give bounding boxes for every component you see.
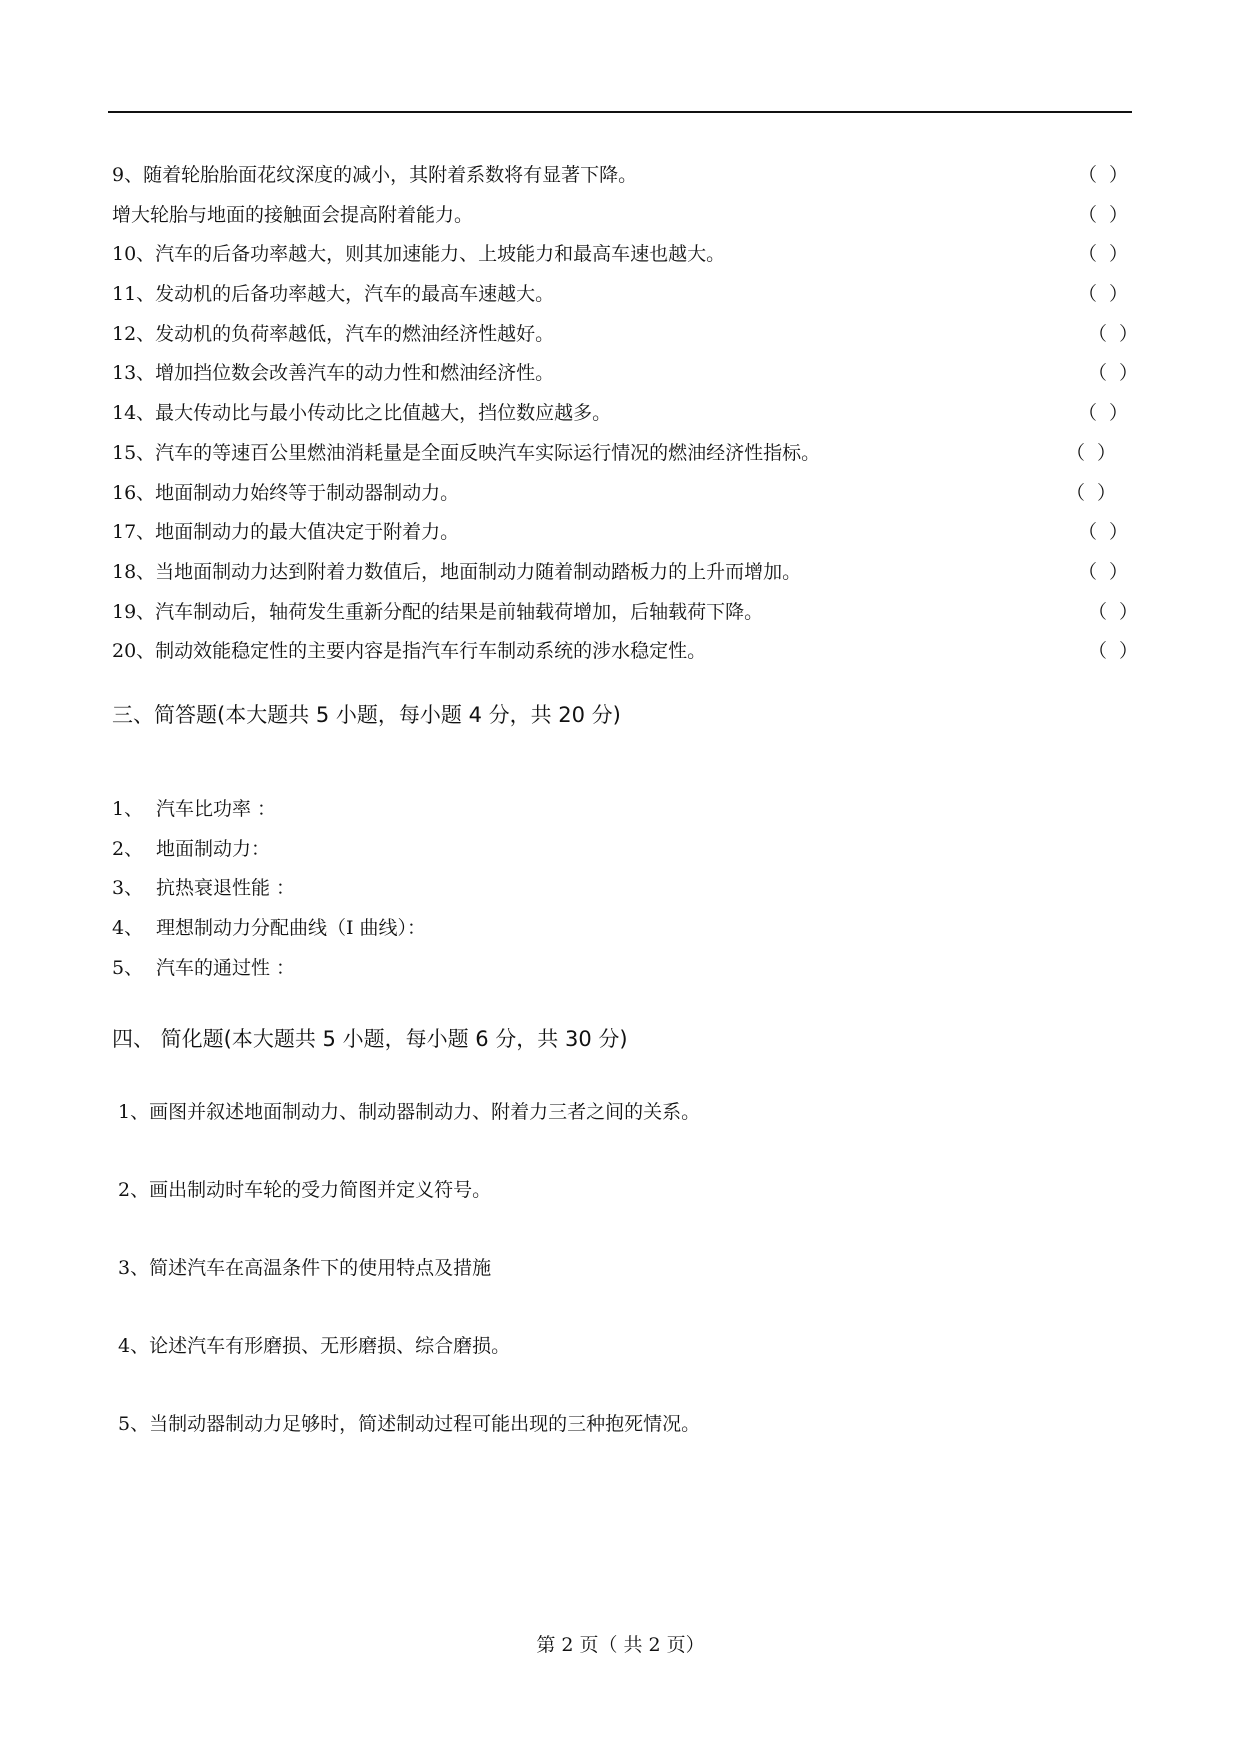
answer-parentheses[interactable] bbox=[1078, 279, 1128, 309]
list-item bbox=[112, 557, 1152, 597]
paren-left: （ bbox=[1078, 164, 1098, 186]
answer-parentheses[interactable] bbox=[1088, 597, 1138, 627]
question-text: 增大轮胎与地面的接触面会提高附着能力。 bbox=[112, 203, 474, 226]
header-rule bbox=[108, 111, 1132, 113]
item-text: 理想制动力分配曲线（I 曲线）： bbox=[156, 917, 427, 940]
paren-right: ） bbox=[1108, 402, 1128, 425]
question-text: 20、制动效能稳定性的主要内容是指汽车行车制动系统的涉水稳定性。 bbox=[112, 640, 707, 663]
paren-right: ） bbox=[1108, 203, 1128, 226]
paren-left: （ bbox=[1078, 203, 1098, 226]
paren-left: （ bbox=[1088, 600, 1108, 623]
list-item bbox=[112, 279, 1152, 319]
paren-right: ） bbox=[1118, 322, 1138, 345]
paren-left: （ bbox=[1088, 640, 1108, 663]
paren-right: ） bbox=[1096, 481, 1116, 504]
item-text: 地面制动力： bbox=[156, 837, 271, 860]
question-text: 12、发动机的负荷率越低，汽车的燃油经济性越好。 bbox=[112, 322, 555, 345]
question-text: 18、当地面制动力达到附着力数值后，地面制动力随着制动踏板力的上升而增加。 bbox=[112, 560, 802, 583]
question-text: 16、地面制动力始终等于制动器制动力。 bbox=[112, 481, 460, 504]
paren-right: ） bbox=[1108, 283, 1128, 306]
question-text: 9、随着轮胎胎面花纹深度的减小，其附着系数将有显著下降。 bbox=[112, 164, 638, 186]
question-text: 11、发动机的后备功率越大，汽车的最高车速越大。 bbox=[112, 283, 555, 306]
list-item bbox=[112, 398, 1152, 438]
list-item bbox=[112, 636, 1152, 676]
list-item bbox=[112, 160, 1152, 200]
list-item bbox=[112, 200, 1152, 240]
answer-parentheses[interactable] bbox=[1066, 478, 1116, 508]
answer-parentheses[interactable] bbox=[1078, 398, 1128, 428]
list-item bbox=[112, 478, 1152, 518]
paren-left: （ bbox=[1078, 560, 1098, 583]
list-item: 1、画图并叙述地面制动力、制动器制动力、附着力三者之间的关系。 bbox=[118, 1101, 701, 1123]
question-text: 13、增加挡位数会改善汽车的动力性和燃油经济性。 bbox=[112, 362, 555, 385]
paren-left: （ bbox=[1088, 362, 1108, 385]
paren-left: （ bbox=[1078, 402, 1098, 425]
list-item bbox=[112, 597, 1152, 637]
question-text: 10、汽车的后备功率越大，则其加速能力、上坡能力和最高车速也越大。 bbox=[112, 243, 726, 266]
section-heading-short-answer: 三、简答题(本大题共 5 小题，每小题 4 分，共 20 分) bbox=[112, 703, 621, 727]
paren-right: ） bbox=[1108, 521, 1128, 544]
paren-left: （ bbox=[1078, 243, 1098, 266]
answer-parentheses[interactable] bbox=[1078, 160, 1128, 190]
answer-parentheses[interactable] bbox=[1066, 438, 1116, 468]
true-false-list bbox=[112, 160, 1152, 676]
answer-parentheses[interactable] bbox=[1088, 636, 1138, 666]
answer-parentheses[interactable] bbox=[1078, 200, 1128, 230]
paren-left: （ bbox=[1066, 481, 1086, 504]
item-number: 1、 bbox=[112, 798, 144, 820]
answer-parentheses[interactable] bbox=[1088, 358, 1138, 388]
paren-left: （ bbox=[1078, 521, 1098, 544]
item-text: 汽车比功率 ： bbox=[156, 798, 277, 820]
list-item bbox=[112, 239, 1152, 279]
paren-left: （ bbox=[1088, 322, 1108, 345]
item-number: 2、 bbox=[112, 837, 144, 860]
paren-right: ） bbox=[1096, 441, 1116, 464]
list-item: 4、论述汽车有形磨损、无形磨损、综合磨损。 bbox=[118, 1335, 511, 1357]
paren-right: ） bbox=[1118, 362, 1138, 385]
list-item: 5、当制动器制动力足够时，简述制动过程可能出现的三种抱死情况。 bbox=[118, 1413, 701, 1435]
paren-left: （ bbox=[1078, 283, 1098, 306]
paren-right: ） bbox=[1118, 600, 1138, 623]
section-heading-essay: 四、 简化题(本大题共 5 小题，每小题 6 分，共 30 分) bbox=[112, 1027, 628, 1051]
item-number: 5、 bbox=[112, 956, 144, 979]
list-item bbox=[112, 438, 1152, 478]
list-item bbox=[112, 517, 1152, 557]
paren-right: ） bbox=[1108, 164, 1128, 186]
paren-right: ） bbox=[1108, 560, 1128, 583]
item-text: 汽车的通过性 ： bbox=[156, 956, 296, 979]
list-item: 2、画出制动时车轮的受力简图并定义符号。 bbox=[118, 1179, 492, 1201]
list-item bbox=[112, 319, 1152, 359]
answer-parentheses[interactable] bbox=[1078, 517, 1128, 547]
question-text: 15、汽车的等速百公里燃油消耗量是全面反映汽车实际运行情况的燃油经济性指标。 bbox=[112, 441, 821, 464]
paren-left: （ bbox=[1066, 441, 1086, 464]
answer-parentheses[interactable] bbox=[1088, 319, 1138, 349]
question-text: 17、地面制动力的最大值决定于附着力。 bbox=[112, 521, 460, 544]
item-number: 3、 bbox=[112, 877, 144, 900]
essay-question-list bbox=[118, 1097, 700, 1487]
item-number: 4、 bbox=[112, 917, 144, 940]
question-text: 14、最大传动比与最小传动比之比值越大，挡位数应越多。 bbox=[112, 402, 612, 425]
paren-right: ） bbox=[1108, 243, 1128, 266]
list-item: 3、简述汽车在高温条件下的使用特点及措施 bbox=[118, 1257, 492, 1279]
page-footer: 第 2 页（ 共 2 页） bbox=[536, 1634, 705, 1656]
list-item bbox=[112, 358, 1152, 398]
item-text: 抗热衰退性能 ： bbox=[156, 877, 296, 900]
paren-right: ） bbox=[1118, 640, 1138, 663]
question-text: 19、汽车制动后，轴荷发生重新分配的结果是前轴载荷增加，后轴载荷下降。 bbox=[112, 600, 764, 623]
answer-parentheses[interactable] bbox=[1078, 239, 1128, 269]
answer-parentheses[interactable] bbox=[1078, 557, 1128, 587]
